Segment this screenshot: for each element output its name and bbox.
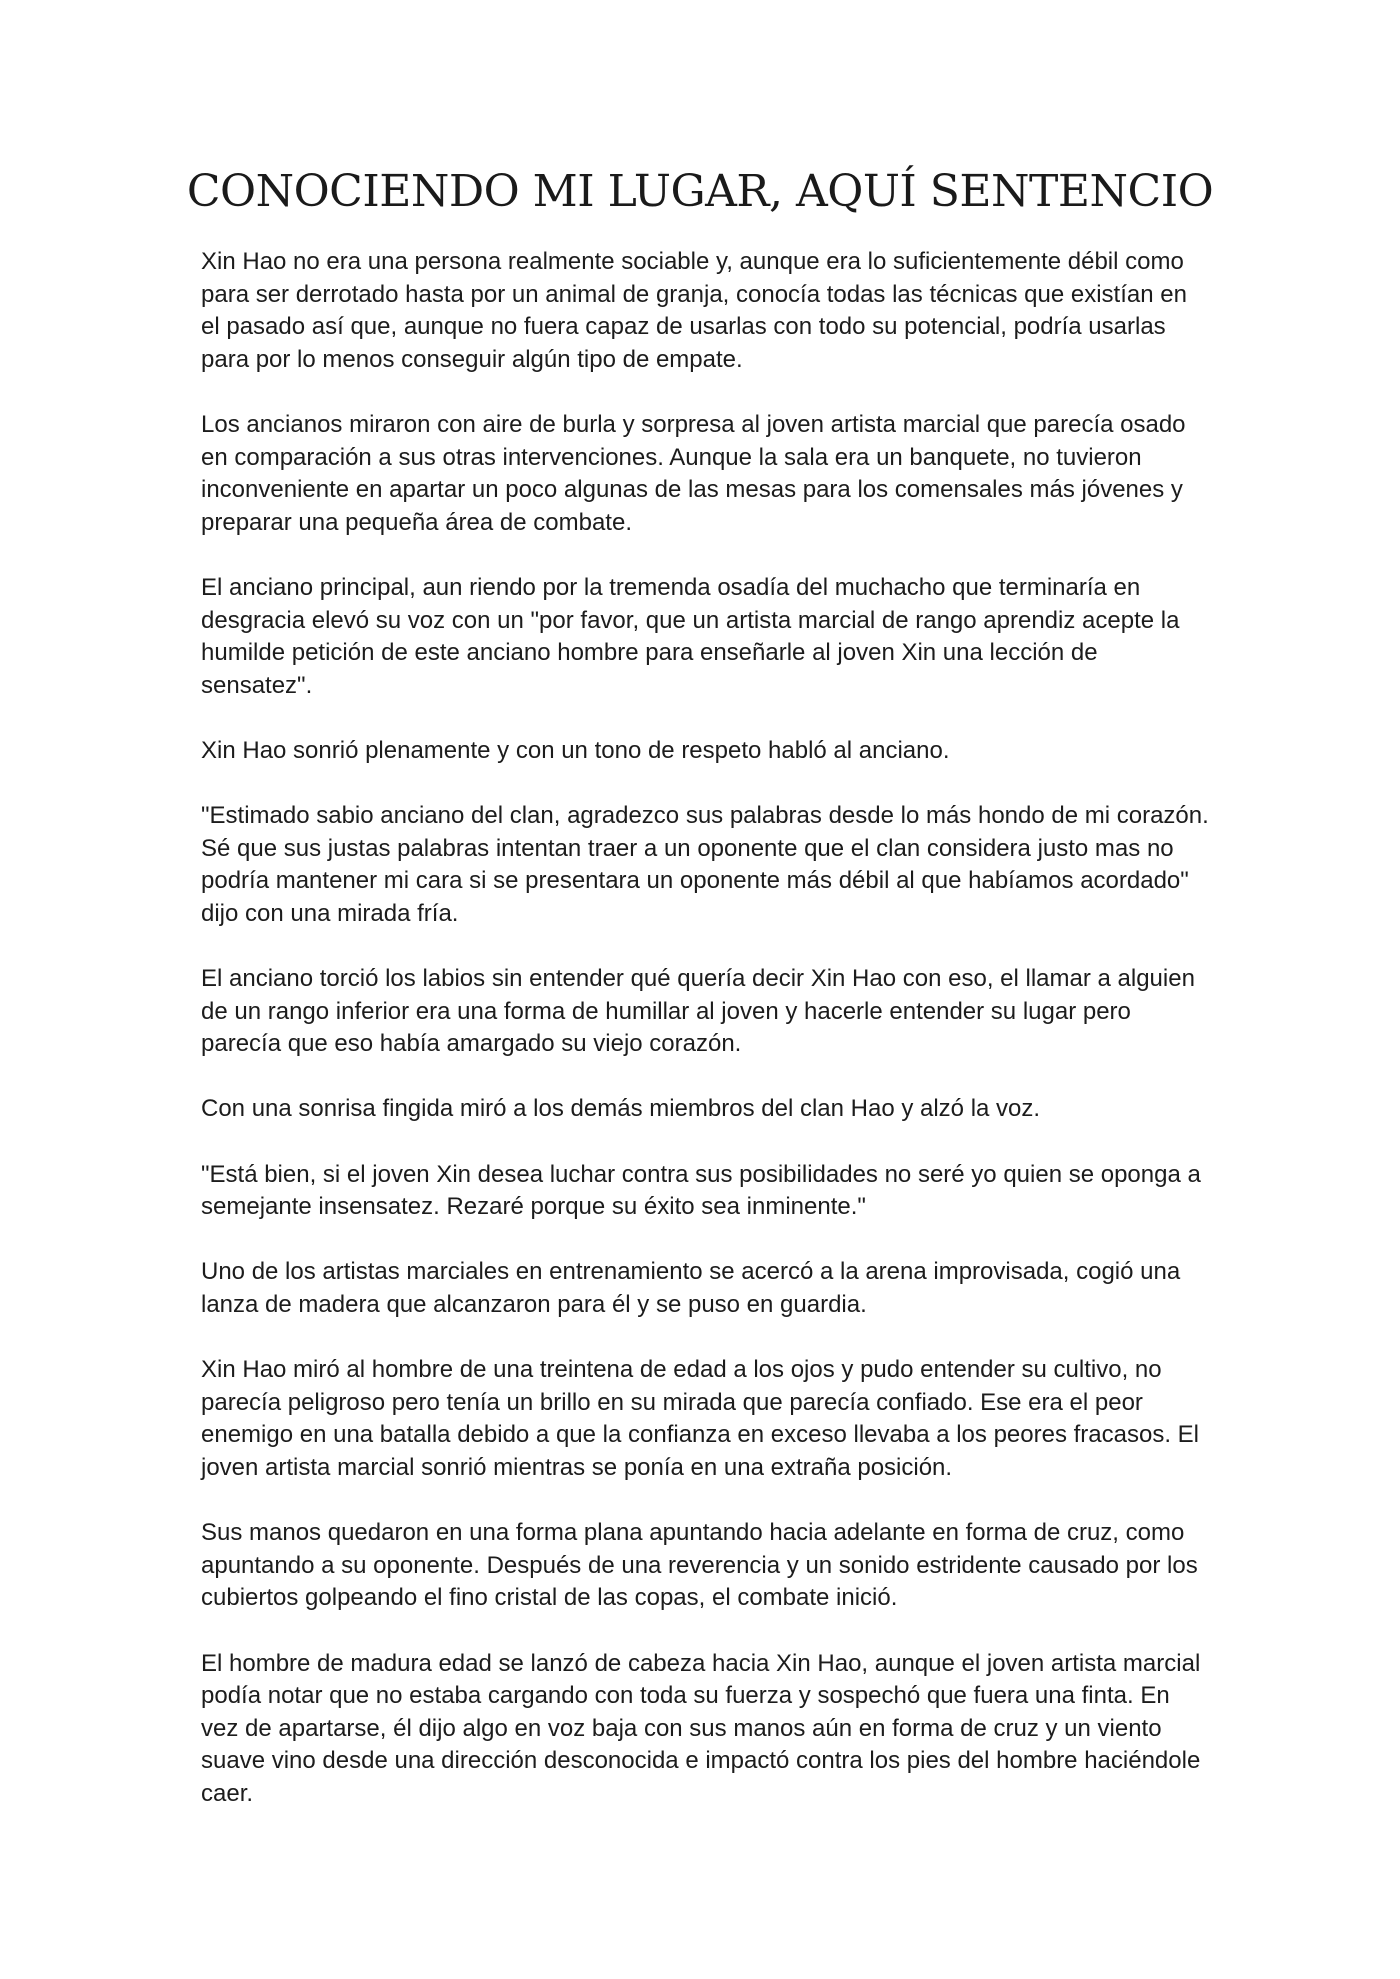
- paragraph: Xin Hao miró al hombre de una treintena de edad a los ojos y pudo entender su cultivo, no parecía peligroso pero tenía un brillo en su mirada que parecía confiado. Ese era el peor enemigo en una batalla debido a que la confianza en exceso llevaba a los peores fracasos. El joven artista marcial sonrió mientras se ponía en una extraña posición.: [201, 1356, 1200, 1481]
- paragraph: Uno de los artistas marciales en entrenamiento se acercó a la arena improvisada, cogió una lanza de madera que alcanzaron para él y se puso en guardia.: [201, 1258, 1181, 1318]
- paragraph: Sus manos quedaron en una forma plana apuntando hacia adelante en forma de cruz, como apuntando a su oponente. Después de una reverencia y un sonido estridente causado por los cubiertos golpeando el fino cristal de las copas, el combate inició.: [201, 1519, 1198, 1612]
- paragraph: El hombre de madura edad se lanzó de cabeza hacia Xin Hao, aunque el joven artista marcial podía notar que no estaba cargando con toda su fuerza y sospechó que fuera una finta. En vez de apartarse, él dijo algo en voz baja con sus manos aún en forma de cruz y un viento suave vino desde una dirección desconocida e impactó contra los pies del hombre haciéndole caer.: [201, 1649, 1201, 1807]
- chapter-title: CONOCIENDO MI LUGAR, AQUÍ SENTENCIO: [186, 166, 1214, 217]
- paragraph: El anciano torció los labios sin entender qué quería decir Xin Hao con eso, el llamar a alguien de un rango inferior era una forma de humillar al joven y hacerle entender su lugar pero parecía que eso había amargado su viejo corazón.: [201, 965, 1195, 1058]
- paragraph: "Está bien, si el joven Xin desea luchar contra sus posibilidades no seré yo quien se oponga a semejante insensatez. Rezaré porque su éxito sea inminente.": [201, 1160, 1201, 1221]
- paragraph: Los ancianos miraron con aire de burla y sorpresa al joven artista marcial que parecía osado en comparación a sus otras intervenciones. Aunque la sala era un banquete, no tuvieron inconveniente en apartar un poco algunas de las mesas para los comensales más jóvenes y preparar una pequeña área de combate.: [201, 410, 1186, 536]
- paragraph: Xin Hao no era una persona realmente sociable y, aunque era lo suficientemente débil como para ser derrotado hasta por un animal de granja, conocía todas las técnicas que existían en el pasado así que, aunque no fuera capaz de usarlas con todo su potencial, podría usarlas para por lo menos conseguir algún tipo de empate.: [201, 248, 1187, 373]
- paragraph: El anciano principal, aun riendo por la tremenda osadía del muchacho que terminaría en desgracia elevó su voz con un "por favor, que un artista marcial de rango aprendiz acepte la humilde petición de este anciano hombre para enseñarle al joven Xin una lección de sensatez".: [201, 573, 1180, 699]
- paragraph: "Estimado sabio anciano del clan, agradezco sus palabras desde lo más hondo de mi corazón. Sé que sus justas palabras intentan traer a un oponente que el clan considera justo mas no podría mantener mi cara si se presentara un oponente más débil al que habíamos acordado" dijo con una mirada fría.: [201, 802, 1209, 927]
- document-body: [201, 246, 1211, 1843]
- paragraph: Xin Hao sonrió plenamente y con un tono de respeto habló al anciano.: [201, 736, 950, 764]
- paragraph: Con una sonrisa fingida miró a los demás miembros del clan Hao y alzó la voz.: [201, 1095, 1041, 1123]
